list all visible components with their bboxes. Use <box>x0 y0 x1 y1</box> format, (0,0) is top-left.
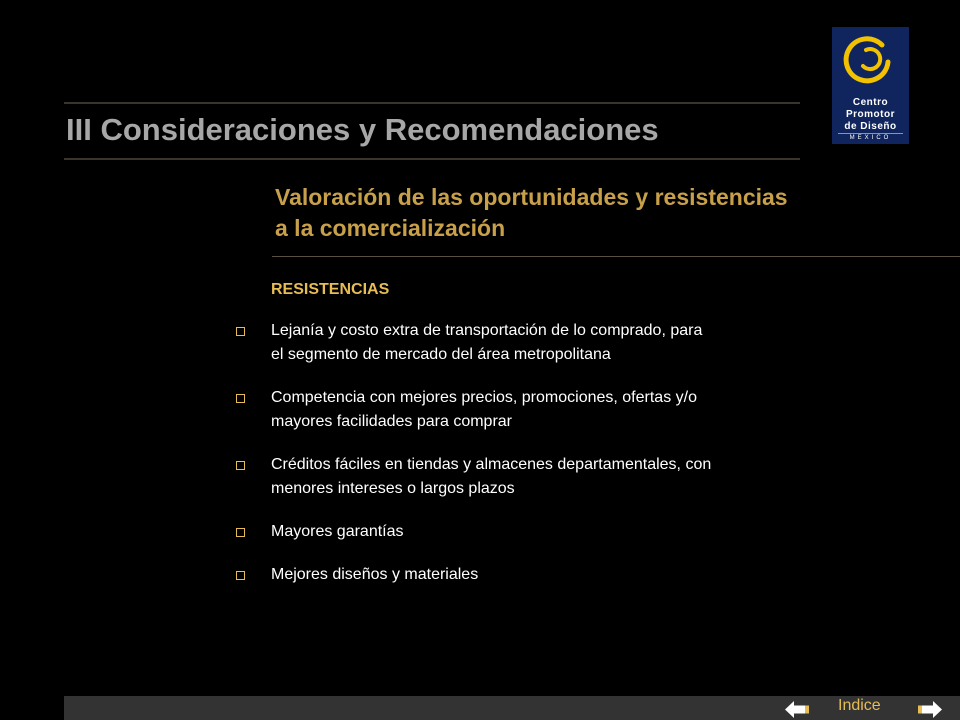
list-item <box>232 453 712 501</box>
list-item <box>232 563 712 587</box>
subtitle-divider <box>272 256 960 257</box>
section-heading: RESISTENCIAS <box>271 281 390 298</box>
list-item-text: Competencia con mejores precios, promociones, ofertas y/o mayores facilidades para comprar <box>271 389 697 430</box>
list-item-text: Créditos fáciles en tiendas y almacenes departamentales, con menores intereses o largos plazos <box>271 456 712 497</box>
list-item <box>232 319 712 367</box>
index-link[interactable]: Indice <box>838 697 881 714</box>
logo-text-line-3: de Diseño <box>844 121 897 132</box>
square-bullet-icon <box>236 461 245 470</box>
slide-subtitle: Valoración de las oportunidades y resistencias a la comercialización <box>275 184 788 241</box>
square-bullet-icon <box>236 571 245 580</box>
list-item-text: Lejanía y costo extra de transportación de lo comprado, para el segmento de mercado del área metropolitana <box>271 322 703 363</box>
square-bullet-icon <box>236 394 245 403</box>
top-divider <box>64 102 800 104</box>
list-item-text: Mejores diseños y materiales <box>271 566 479 583</box>
logo-divider <box>838 133 903 134</box>
arrow-left-icon[interactable] <box>785 701 809 718</box>
list-item <box>232 386 712 434</box>
logo <box>832 27 909 144</box>
list-item-text: Mayores garantías <box>271 523 404 540</box>
square-bullet-icon <box>236 528 245 537</box>
list-item <box>232 520 712 544</box>
slide-title: III Consideraciones y Recomendaciones <box>66 112 659 147</box>
logo-text-line-2: Promotor <box>846 109 895 120</box>
arrow-right-icon[interactable] <box>918 701 942 718</box>
logo-ring-icon <box>841 30 900 92</box>
footer-bar <box>64 696 960 720</box>
logo-country: MEXICO <box>849 135 892 141</box>
bullet-list <box>232 319 712 606</box>
square-bullet-icon <box>236 327 245 336</box>
title-divider <box>64 158 800 160</box>
logo-text-line-1: Centro <box>852 97 889 108</box>
